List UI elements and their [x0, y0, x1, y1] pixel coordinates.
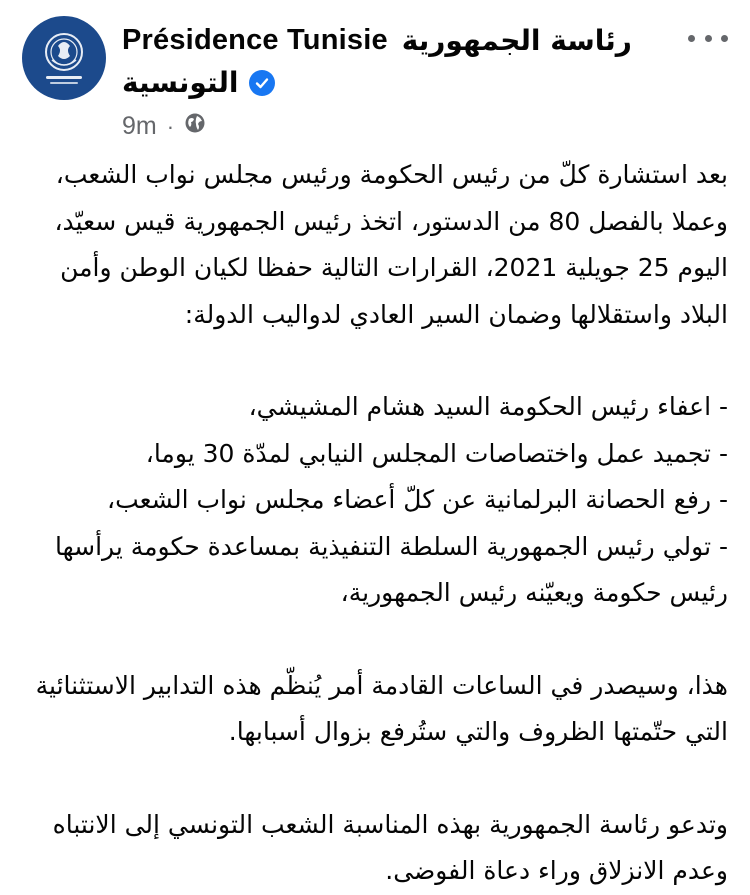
post-intro: بعد استشارة كلّ من رئيس الحكومة ورئيس مجلس نواب الشعب، وعملا بالفصل 80 من الدستور، اتخذ رئيس الجمهورية قيس سعيّد، اليوم 25 جويلية 2021، القرارات التالية حفظا لكيان الوطن وأمن البلاد واستقلالها وضمان السير العادي لدواليب الدولة:: [54, 160, 728, 329]
paragraph-spacer: [16, 756, 728, 802]
list-item: - تولي رئيس الجمهورية السلطة التنفيذية بمساعدة حكومة يرأسها رئيس حكومة ويعيّنه رئيس الجمهورية،: [55, 531, 728, 607]
list-item: - اعفاء رئيس الحكومة السيد هشام المشيشي،: [248, 392, 728, 421]
author-name-arabic-continued[interactable]: التونسية: [122, 66, 239, 99]
more-dot-icon: [721, 35, 728, 42]
decision-list: [16, 384, 728, 617]
post-paragraph: وتدعو رئاسة الجمهورية بهذه المناسبة الشعب التونسي إلى الانتباه وعدم الانزلاق وراء دعاة الفوضى.: [52, 809, 728, 885]
author-name-arabic[interactable]: رئاسة الجمهورية: [401, 24, 632, 57]
meta-separator: ·: [166, 113, 175, 139]
post-text: [16, 152, 728, 895]
post-paragraph: هذا، وسيصدر في الساعات القادمة أمر يُنظّم هذه التدابير الاستثنائية التي حتّمتها الظروف والتي ستُرفع بزوال أسبابها.: [35, 670, 728, 746]
author-name-row: [122, 24, 632, 57]
presidency-emblem-icon: [22, 16, 106, 100]
post-meta: [122, 112, 206, 141]
more-dot-icon: [688, 35, 695, 42]
more-dot-icon: [705, 35, 712, 42]
paragraph-spacer: [16, 617, 728, 663]
more-options-button[interactable]: [688, 28, 728, 48]
globe-icon[interactable]: [184, 112, 206, 141]
post-timestamp[interactable]: 9m: [122, 112, 157, 140]
list-item: - تجميد عمل واختصاصات المجلس النيابي لمدّة 30 يوما،: [145, 438, 728, 468]
verified-badge-icon: [249, 70, 275, 96]
list-item: - رفع الحصانة البرلمانية عن كلّ أعضاء مجلس نواب الشعب،: [107, 485, 728, 514]
avatar[interactable]: [22, 16, 106, 100]
author-name-latin[interactable]: Présidence Tunisie: [122, 24, 388, 56]
author-name-row-2: [122, 66, 275, 99]
paragraph-spacer: [16, 338, 728, 384]
